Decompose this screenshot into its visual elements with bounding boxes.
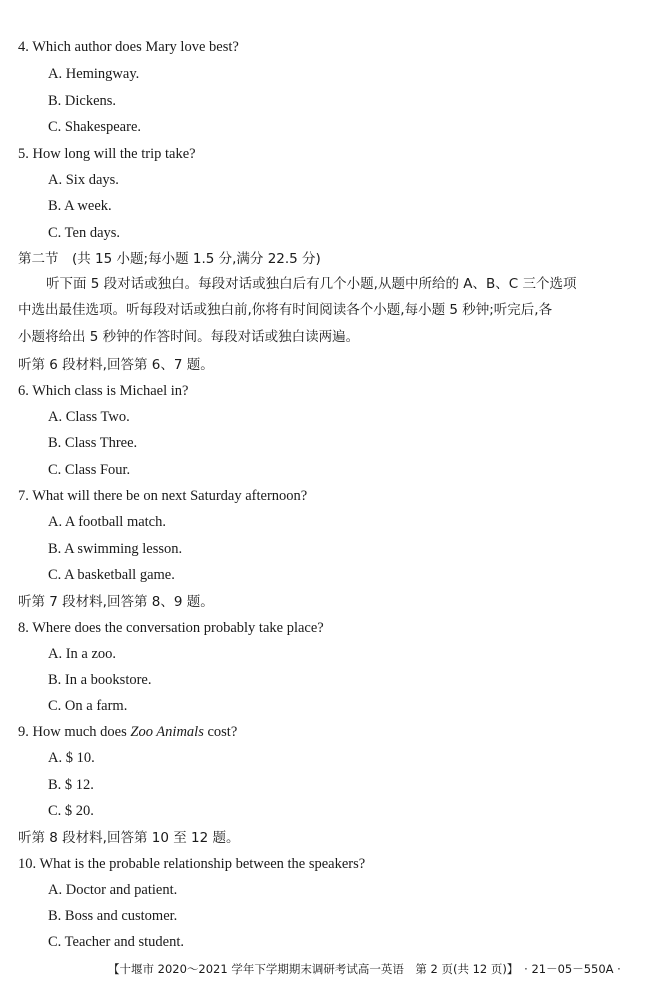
- instructions-line-1: 听下面 5 段对话或独白。每段对话或独白后有几个小题,从题中所给的 A、B、C 三个选项: [46, 276, 577, 292]
- question-9-option-b: B. $ 12.: [48, 777, 94, 793]
- question-10-stem: 10. What is the probable relationship between the speakers?: [18, 856, 366, 872]
- question-6-option-b: B. Class Three.: [48, 435, 138, 451]
- question-8-option-b: B. In a bookstore.: [48, 672, 152, 688]
- question-7-option-b: B. A swimming lesson.: [48, 541, 183, 557]
- question-9-option-c: C. $ 20.: [48, 803, 94, 819]
- question-6-option-a: A. Class Two.: [48, 409, 130, 425]
- question-5-option-c: C. Ten days.: [48, 225, 121, 241]
- question-9-option-a: A. $ 10.: [48, 750, 95, 766]
- question-10-option-b: B. Boss and customer.: [48, 908, 178, 924]
- question-9-stem-pre: 9. How much does: [18, 724, 131, 740]
- question-5-stem: 5. How long will the trip take?: [18, 146, 196, 162]
- question-4-option-b: B. Dickens.: [48, 93, 117, 109]
- question-10-option-a: A. Doctor and patient.: [48, 882, 178, 898]
- question-4-stem: 4. Which author does Mary love best?: [18, 39, 239, 55]
- question-9-book-title: Zoo Animals: [130, 724, 204, 740]
- question-9-stem: [18, 723, 237, 741]
- question-9-stem-post: cost?: [203, 724, 238, 740]
- question-8-stem: 8. Where does the conversation probably take place?: [18, 620, 324, 636]
- question-7-option-c: C. A basketball game.: [48, 567, 175, 583]
- instructions-line-2: 中选出最佳选项。听每段对话或独白前,你将有时间阅读各个小题,每小题 5 秒钟;听完后,各: [18, 302, 553, 319]
- question-7-stem: 7. What will there be on next Saturday afternoon?: [18, 488, 308, 504]
- material-8-instruction: 听第 8 段材料,回答第 10 至 12 题。: [18, 830, 240, 846]
- question-7-option-a: A. A football match.: [48, 514, 166, 530]
- question-8-option-a: A. In a zoo.: [48, 646, 117, 662]
- material-7-instruction: 听第 7 段材料,回答第 8、9 题。: [18, 594, 214, 610]
- question-4-option-a: A. Hemingway.: [48, 66, 140, 82]
- question-6-stem: 6. Which class is Michael in?: [18, 383, 189, 399]
- question-6-option-c: C. Class Four.: [48, 462, 131, 478]
- question-5-option-a: A. Six days.: [48, 172, 119, 188]
- page-footer: 【十堰市 2020～2021 学年下学期期末调研考试高一英语 第 2 页(共 12 页)】 · 21－05－550A ·: [108, 962, 621, 976]
- instructions-line-3: 小题将给出 5 秒钟的作答时间。每段对话或独白读两遍。: [18, 328, 360, 345]
- section-heading: 第二节 (共 15 小题;每小题 1.5 分,满分 22.5 分): [18, 251, 321, 267]
- question-10-option-c: C. Teacher and student.: [48, 934, 185, 950]
- section-instructions: [18, 271, 640, 350]
- question-4-option-c: C. Shakespeare.: [48, 119, 142, 135]
- question-8-option-c: C. On a farm.: [48, 698, 128, 714]
- question-5-option-b: B. A week.: [48, 198, 112, 214]
- material-6-instruction: 听第 6 段材料,回答第 6、7 题。: [18, 357, 214, 373]
